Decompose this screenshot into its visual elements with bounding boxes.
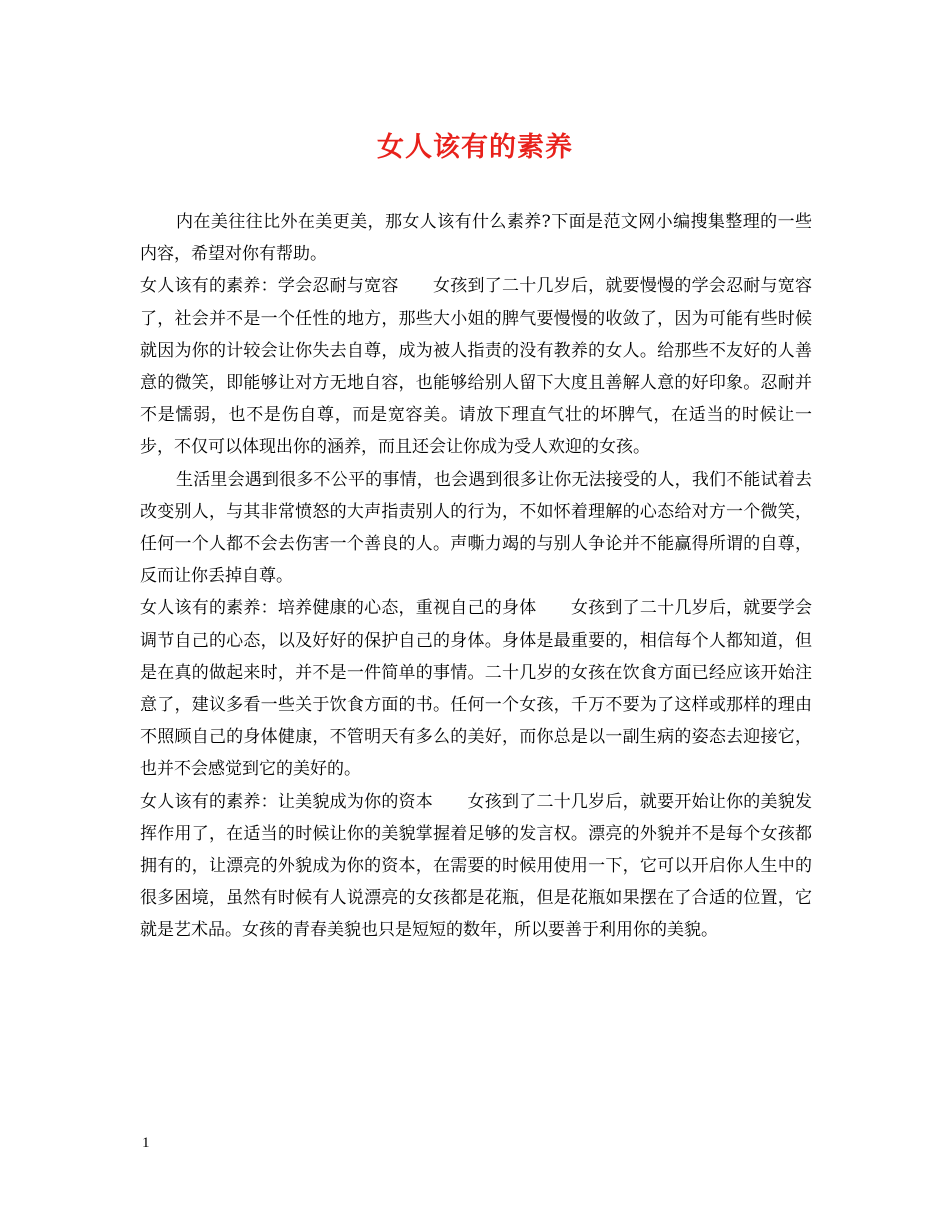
intro-paragraph: 内在美往往比外在美更美，那女人该有什么素养?下面是范文网小编搜集整理的一些内容，希望对你有帮助。 — [140, 212, 812, 265]
section-patience-heading: 女人该有的素养：学会忍耐与宽容 — [140, 276, 399, 297]
life-paragraph: 生活里会遇到很多不公平的事情，也会遇到很多让你无法接受的人，我们不能试着去改变别人，与其非常愤怒的大声指责别人的行为，不如怀着理解的心态给对方一个微笑，任何一个人都不会去伤害一个善良的人。声嘶力竭的与别人争论并不能赢得所谓的自尊，反而让你丢掉自尊。 — [140, 469, 812, 587]
section-patience-text: 女孩到了二十几岁后，就要慢慢的学会忍耐与宽容了，社会并不是一个任性的地方，那些大小姐的脾气要慢慢的收敛了，因为可能有些时候就因为你的计较会让你失去自尊，成为被人指责的没有教养的女人。给那些不友好的人善意的微笑，即能够让对方无地自容，也能够给别人留下大度且善解人意的好印象。忍耐并不是懦弱，也不是伤自尊，而是宽容美。请放下理直气壮的坏脾气，在适当的时候让一步，不仅可以体现出你的涵养，而且还会让你成为受人欢迎的女孩。 — [140, 276, 813, 458]
heading-gap — [399, 276, 433, 296]
section-beauty — [140, 786, 812, 947]
section-health — [140, 592, 812, 785]
section-health-heading: 女人该有的素养：培养健康的心态，重视自己的身体 — [140, 598, 537, 619]
page-number: 1 — [142, 1135, 150, 1151]
section-beauty-heading: 女人该有的素养：让美貌成为你的资本 — [140, 791, 434, 812]
section-health-text: 女孩到了二十几岁后，就要学会调节自己的心态，以及好好的保护自己的身体。身体是最重要的，相信每个人都知道，但是在真的做起来时，并不是一件简单的事情。二十几岁的女孩在饮食方面已经应该开始注意了，建议多看一些关于饮食方面的书。任何一个女孩，千万不要为了这样或那样的理由不照顾自己的身体健康，不管明天有多么的美好，而你总是以一副生病的姿态去迎接它，也并不会感觉到它的美好的。 — [140, 598, 813, 780]
document-title: 女人该有的素养 — [377, 132, 573, 163]
section-beauty-text: 女孩到了二十几岁后，就要开始让你的美貌发挥作用了，在适当的时候让你的美貌掌握着足够的发言权。漂亮的外貌并不是每个女孩都拥有的，让漂亮的外貌成为你的资本，在需要的时候用使用一下，它可以开启你人生中的很多困境，虽然有时候有人说漂亮的女孩都是花瓶，但是花瓶如果摆在了合适的位置，它就是艺术品。女孩的青春美貌也只是短短的数年，所以要善于利用你的美貌。 — [140, 791, 813, 941]
section-patience — [140, 270, 812, 463]
document-body — [140, 206, 812, 947]
heading-gap — [433, 792, 467, 812]
heading-gap — [536, 598, 570, 618]
